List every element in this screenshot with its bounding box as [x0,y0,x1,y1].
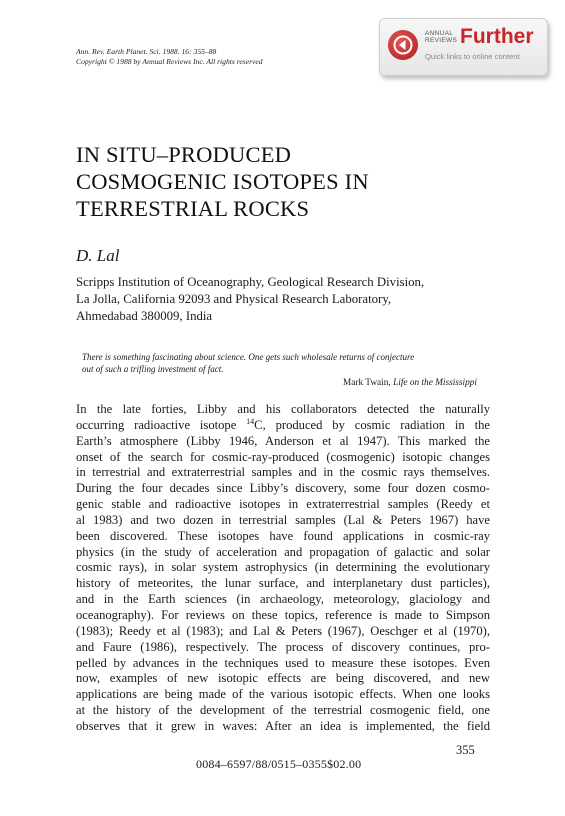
body-line: applications are being made of the various isotopic effects. When one looks [76,687,490,702]
body-line: genic stable and radioactive isotopes in extraterrestrial samples (Reedy et [76,497,490,512]
body-line: cosmic rays), in solar system astrophysics (in determining the evolutionary [76,560,490,575]
body-line: Earth’s atmosphere (Libby 1946, Anderson et al 1947). This marked the [76,433,490,448]
body-line: and in the Earth sciences (in archaeology, meteorology, glaciology and [76,592,490,607]
body-line: occurring radioactive isotope $^{14}$C, produced by cosmic radiation in the [76,416,490,432]
epigraph: There is something fascinating about science. One gets such wholesale returns of conjecture out of such a trifling investment of fact. [82,352,415,374]
journal-copyright: Copyright © 1988 by Annual Reviews Inc. All rights reserved [76,57,263,66]
body-line: al 1983) and two dozen in terrestrial samples (Lal & Peters 1967) have [76,512,490,527]
body-line: been discovered. These isotopes have found applications in cosmic-ray [76,528,490,543]
body-line: onset of the search for cosmic-ray-produced (cosmogenic) isotopic changes [76,449,490,464]
journal-citation: Ann. Rev. Earth Planet. Sci. 1988. 16: 355–88 [76,47,217,56]
body-line: In the late forties, Libby and his collaborators detected the naturally [76,402,490,416]
body-line: observes that it grew in waves: After an idea is implemented, the field [76,718,490,733]
journal-header [76,47,263,67]
arrow-left-icon [388,30,418,60]
body-line: (1983); Reedy et al (1983); and Lal & Peters (1967), Oeschger et al (1970), [76,623,490,638]
body-line: and Faure (1986), respectively. The process of discovery continues, pro- [76,639,490,654]
epigraph-attribution: Mark Twain, Life on the Mississippi [343,378,477,388]
body-paragraph [76,402,490,735]
body-line: pelled by advances in the techniques used to measure these isotopes. Even [76,655,490,670]
body-line: During the four decades since Libby’s discovery, some four dozen cosmo- [76,481,490,496]
page-number: 355 [456,743,475,757]
author-name: D. Lal [76,246,120,265]
article-title: IN SITU–PRODUCED COSMOGENIC ISOTOPES IN TERRESTRIAL ROCKS [76,142,369,221]
author-affiliation: Scripps Institution of Oceanography, Geological Research Division, La Jolla, California 92093 and Physical Research Laboratory, Ahmedabad 380009, India [76,275,425,323]
article-code: 0084–6597/88/0515–0355$02.00 [196,757,362,771]
annual-reviews-logo: ANNUAL REVIEWS [425,30,458,44]
body-line: history of meteorites, the lunar surface, and interplanetary dust particles), [76,576,490,591]
body-line: oceanography). For reviews on these topics, reference is made to Simpson [76,607,490,622]
body-line: now, examples of new isotopic effects are being discovered, and new [76,671,490,686]
quick-links-label: Quick links to online content [425,52,520,61]
body-line: physics (in the study of acceleration and propagation of galactic and solar [76,544,490,559]
body-line: at the history of the development of the terrestrial cosmogenic field, one [76,703,490,718]
further-label: Further [460,25,534,48]
body-line: in terrestrial and extraterrestrial samples and in the cosmic rays themselves. [76,465,490,480]
further-badge[interactable] [379,18,548,76]
